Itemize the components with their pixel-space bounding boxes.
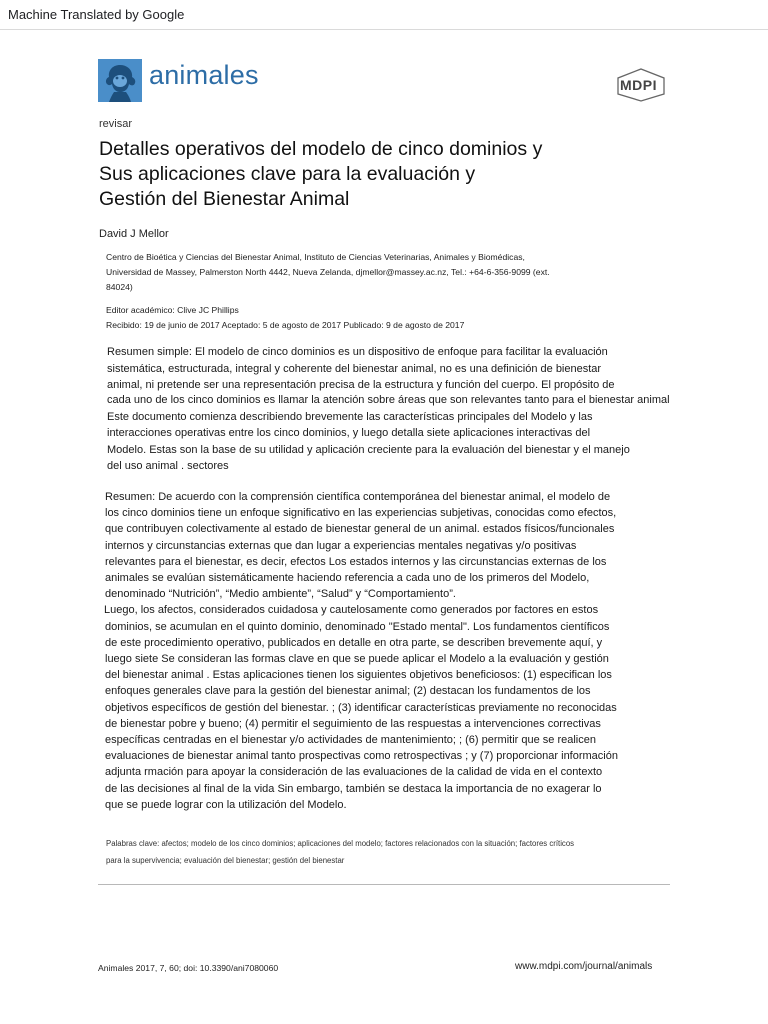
abstract-line: Resumen: De acuerdo con la comprensión científica contemporánea del bienestar animal, el modelo de bbox=[105, 491, 611, 503]
journal-name: animales bbox=[149, 60, 259, 90]
title-line: Detalles operativos del modelo de cinco dominios y bbox=[99, 138, 543, 160]
affiliation-line: Universidad de Massey, Palmerston North 4442, Nueva Zelanda, djmellor@massey.ac.nz, Tel.: +64-6-356-9099 (ext. bbox=[106, 267, 550, 277]
article-title bbox=[99, 137, 659, 212]
summary-line: Resumen simple: El modelo de cinco dominios es un dispositivo de enfoque para facilitar la evaluación bbox=[107, 346, 608, 358]
publication-dates: Recibido: 19 de junio de 2017 Aceptado: 5 de agosto de 2017 Publicado: 9 de agosto de 2017 bbox=[106, 320, 465, 330]
abstract-line: objetivos específicos de gestión del bienestar. ; (3) identificar características previamente no reconocidas bbox=[105, 701, 617, 714]
journal-url[interactable]: www.mdpi.com/journal/animals bbox=[515, 961, 653, 972]
abstract-line: de este procedimiento operativo, publicados en detalle en otra parte, se describen brevemente aquí, y bbox=[105, 636, 603, 649]
summary-line: cada uno de los cinco dominios es llamar la atención sobre áreas que son relevantes tanto para el bienestar animal bbox=[107, 393, 670, 406]
academic-editor: Editor académico: Clive JC Phillips bbox=[106, 305, 239, 315]
abstract-line: del bienestar animal . Estas aplicaciones tienen los siguientes objetivos beneficiosos: (1) especifican los bbox=[105, 669, 612, 682]
abstract-line: que contribuyen colectivamente al estado de bienestar general de un animal. estados físicos/funcionales bbox=[105, 523, 615, 536]
machine-translation-label: Machine Translated by Google bbox=[8, 7, 185, 22]
title-line: Sus aplicaciones clave para la evaluación y bbox=[99, 163, 476, 185]
abstract-line: animales se evalúan sistemáticamente haciendo referencia a cada uno de los primeros del Modelo, bbox=[105, 572, 590, 585]
keywords-line: Palabras clave: afectos; modelo de los cinco dominios; aplicaciones del modelo; factores relacionados con la situación; factores críticos bbox=[106, 839, 575, 848]
affiliation-line: 84024) bbox=[106, 282, 133, 292]
editor-and-dates bbox=[106, 303, 464, 333]
abstract-line: evaluaciones de bienestar animal tanto prospectivas como retrospectivas ; y (7) proporcionar información bbox=[105, 750, 618, 763]
summary-line: del uso animal . sectores bbox=[107, 460, 229, 472]
summary-line: Este documento comienza describiendo brevemente las características principales del Modelo y las bbox=[107, 410, 593, 423]
simple-summary bbox=[107, 344, 727, 475]
abstract-line: adjunta rmación para apoyar la consideración de las evaluaciones de la calidad de vida en el contexto bbox=[105, 766, 603, 779]
summary-line: Modelo. Estas son la base de su utilidad y aplicación creciente para la evaluación del bienestar y el manejo bbox=[107, 443, 630, 456]
publisher-name: MDPI bbox=[620, 77, 657, 93]
citation-footer: Animales 2017, 7, 60; doi: 10.3390/ani7080060 bbox=[98, 963, 279, 973]
affiliation-line: Centro de Bioética y Ciencias del Bienestar Animal, Instituto de Ciencias Veterinarias, Animales y Biomédicas, bbox=[106, 252, 525, 262]
abstract-line: los cinco dominios tiene un enfoque significativo en las experiencias subjetivas, conocidas como efectos, bbox=[105, 507, 617, 520]
title-line: Gestión del Bienestar Animal bbox=[99, 188, 350, 210]
keywords-line: para la supervivencia; evaluación del bienestar; gestión del bienestar bbox=[106, 856, 345, 865]
machine-translation-banner bbox=[0, 0, 768, 30]
article-type: revisar bbox=[99, 118, 133, 130]
abstract-line: que se puede lograr con la utilización del Modelo. bbox=[105, 798, 347, 811]
summary-line: animal, ni pretende ser una representación precisa de la estructura y función del cuerpo. El propósito de bbox=[107, 379, 615, 391]
author: David J Mellor bbox=[99, 228, 169, 240]
abstract-line: de bienestar pobre y bueno; (4) permitir el seguimiento de las respuestas a intervenciones correctivas bbox=[105, 717, 601, 730]
summary-line: interacciones operativas entre los cinco dominios, y luego detalla siete aplicaciones interactivas del bbox=[107, 427, 591, 439]
monkey-silhouette-icon bbox=[98, 59, 142, 102]
section-divider bbox=[98, 884, 670, 885]
abstract-line: Luego, los afectos, considerados cuidadosa y cautelosamente como generados por factores en estos bbox=[104, 604, 599, 617]
abstract-line: denominado “Nutrición”, “Medio ambiente”, “Salud” y “Comportamiento”. bbox=[105, 588, 456, 601]
abstract-line: dominios, se acumulan en el quinto dominio, denominado "Estado mental". Los fundamentos científicos bbox=[105, 620, 610, 633]
abstract-line: de las decisiones al final de la vida Sin embargo, también se destaca la importancia de no exagerar lo bbox=[105, 782, 602, 795]
abstract-line: luego siete Se consideran las formas clave en que se puede aplicar el Modelo a la evaluación y gestión bbox=[105, 653, 609, 666]
abstract-line: específicas centradas en el bienestar y/o actividades de mantenimiento; ; (6) permitir que se realicen bbox=[105, 734, 596, 747]
abstract-line: relevantes para el bienestar, es decir, efectos Los estados internos y las circunstancias externas de los bbox=[105, 555, 607, 568]
abstract-line: internos y circunstancias externas que dan lugar a experiencias mentales negativas y/o positivas bbox=[105, 539, 577, 552]
abstract-line: enfoques generales clave para la gestión del bienestar animal; (2) destacan los fundamentos de los bbox=[105, 685, 591, 698]
abstract bbox=[105, 489, 725, 813]
affiliation bbox=[106, 250, 646, 295]
summary-line: sistemática, estructurada, integral y coherente del bienestar animal, no es una definición de bienestar bbox=[107, 362, 602, 375]
keywords bbox=[106, 835, 706, 869]
banner-divider bbox=[0, 29, 768, 30]
